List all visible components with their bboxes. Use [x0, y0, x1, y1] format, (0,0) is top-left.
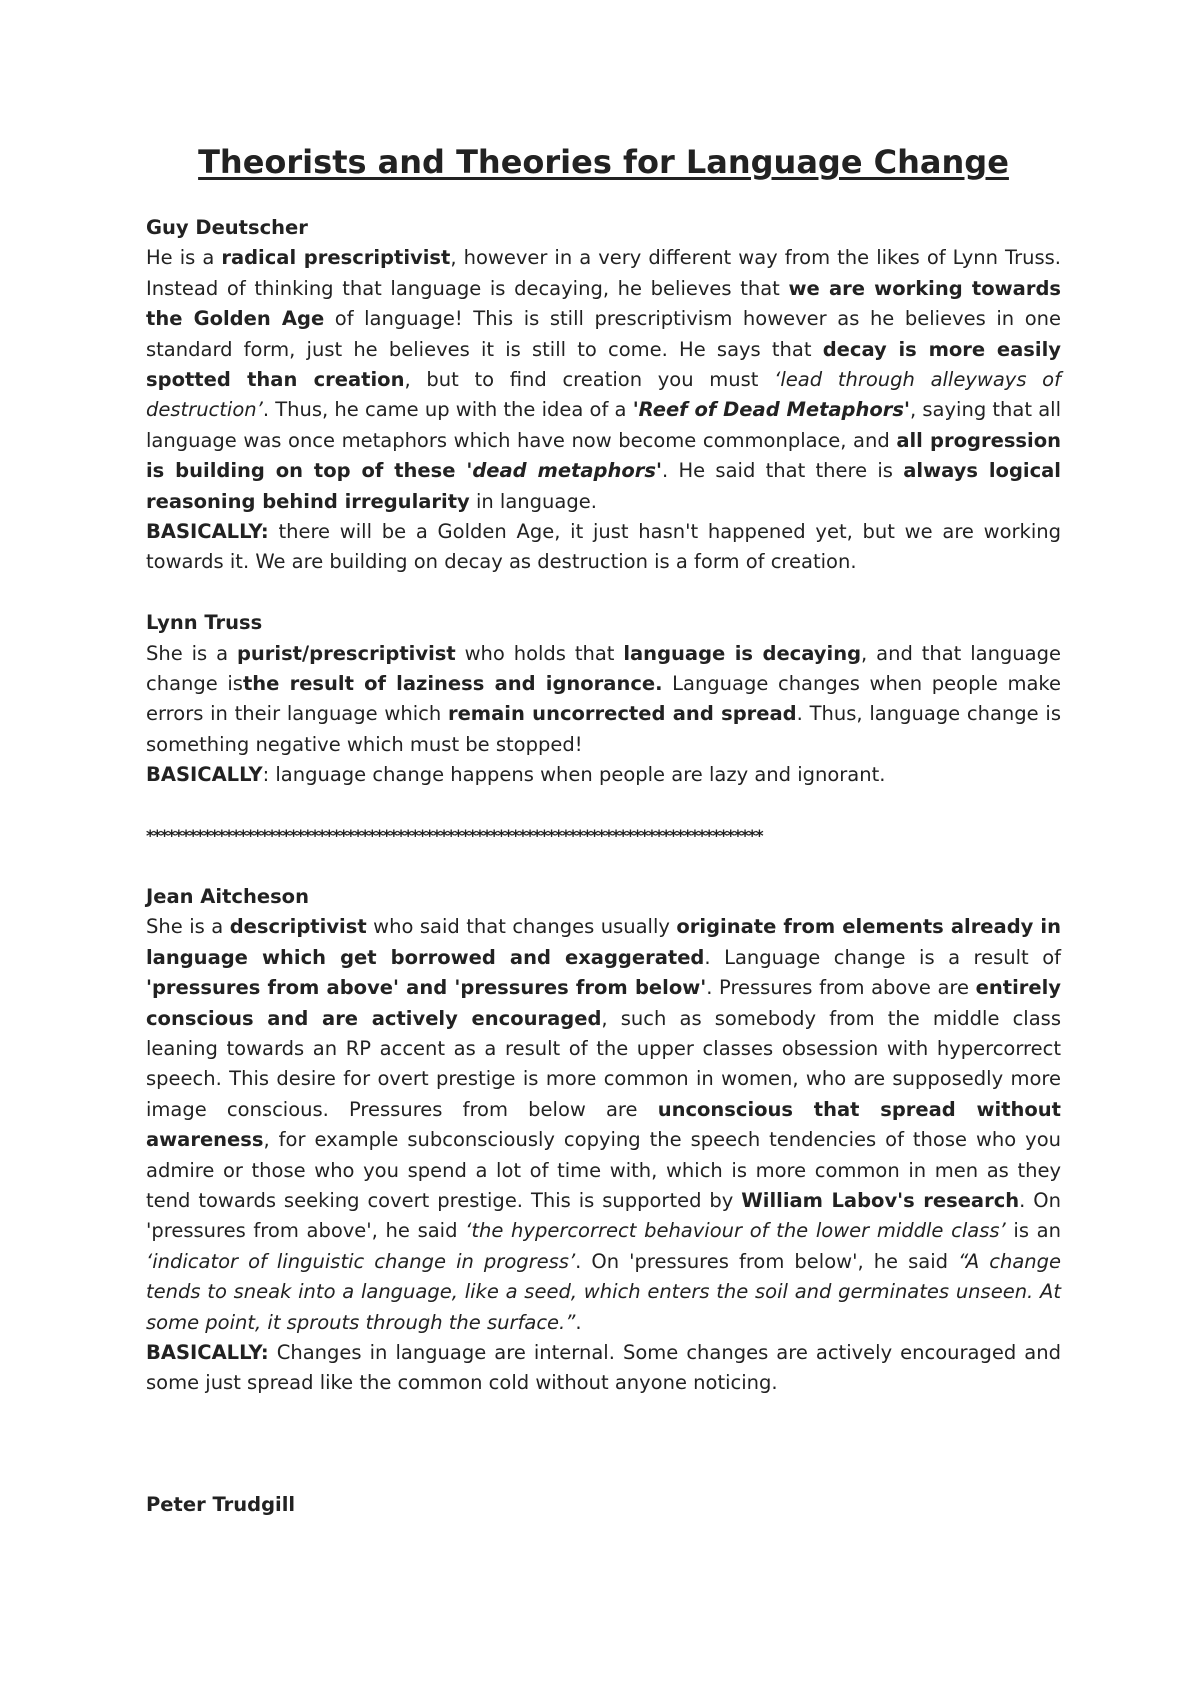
- basically-label: BASICALLY:: [146, 520, 269, 544]
- section-divider: **************************************************************************************: [146, 826, 763, 846]
- theorist-name-aitcheson: Jean Aitcheson: [146, 884, 309, 908]
- deutscher-summary: BASICALLY: there will be a Golden Age, it just hasn't happened yet, but we are working towards it. We are building on decay as destruction is a form of creation.: [146, 520, 1061, 574]
- deutscher-paragraph: He is a radical prescriptivist, however in a very different way from the likes of Lynn Truss. Instead of thinking that language is decaying, he believes that we are working towards the Golden Age of language! This is still prescriptivism however as he believes in one standard form, just he believes it is still to come. He says that decay is more easily spotted than creation, but to find creation you must ‘lead through alleyways of destruction’. Thus, he came up with the idea of a 'Reef of Dead Metaphors', saying that all language was once metaphors which have now become commonplace, and all progression is building on top of these 'dead metaphors'. He said that there is always logical reasoning behind irregularity in language.: [146, 246, 1062, 513]
- truss-paragraph: She is a purist/prescriptivist who holds that language is decaying, and that language change isthe result of laziness and ignorance. Language changes when people make errors in their language which remain uncorrected and spread. Thus, language change is something negative which must be stopped!: [146, 641, 1061, 756]
- theorist-name-trudgill: Peter Trudgill: [146, 1492, 296, 1516]
- basically-label: BASICALLY: [146, 763, 263, 787]
- basically-label: BASICALLY:: [146, 1340, 269, 1364]
- aitcheson-paragraph: She is a descriptivist who said that changes usually originate from elements already in language which get borrowed and exaggerated. Language change is a result of 'pressures from above' and 'pressures from below'. Pressures from above are entirely conscious and are actively encouraged, such as somebody from the middle class leaning towards an RP accent as a result of the upper classes obsession with hypercorrect speech. This desire for overt prestige is more common in women, who are supposedly more image conscious. Pressures from below are unconscious that spread without awareness, for example subconsciously copying the speech tendencies of those who you admire or those who you spend a lot of time with, which is more common in men as they tend towards seeking covert prestige. This is supported by William Labov's research. On 'pressures from above', he said ‘the hypercorrect behaviour of the lower middle class’ is an ‘indicator of linguistic change in progress’. On 'pressures from below', he said “A change tends to sneak into a language, like a seed, which enters the soil and germinates unseen. At some point, it sprouts through the surface.”.: [146, 915, 1062, 1334]
- truss-summary: BASICALLY: language change happens when people are lazy and ignorant.: [146, 763, 886, 787]
- page-title: Theorists and Theories for Language Change: [198, 143, 1009, 181]
- theorist-name-deutscher: Guy Deutscher: [146, 216, 308, 239]
- aitcheson-summary: BASICALLY: Changes in language are internal. Some changes are actively encouraged and some just spread like the common cold without anyone noticing.: [146, 1340, 1061, 1395]
- document-page: [146, 138, 1061, 1520]
- theorist-name-truss: Lynn Truss: [146, 611, 263, 635]
